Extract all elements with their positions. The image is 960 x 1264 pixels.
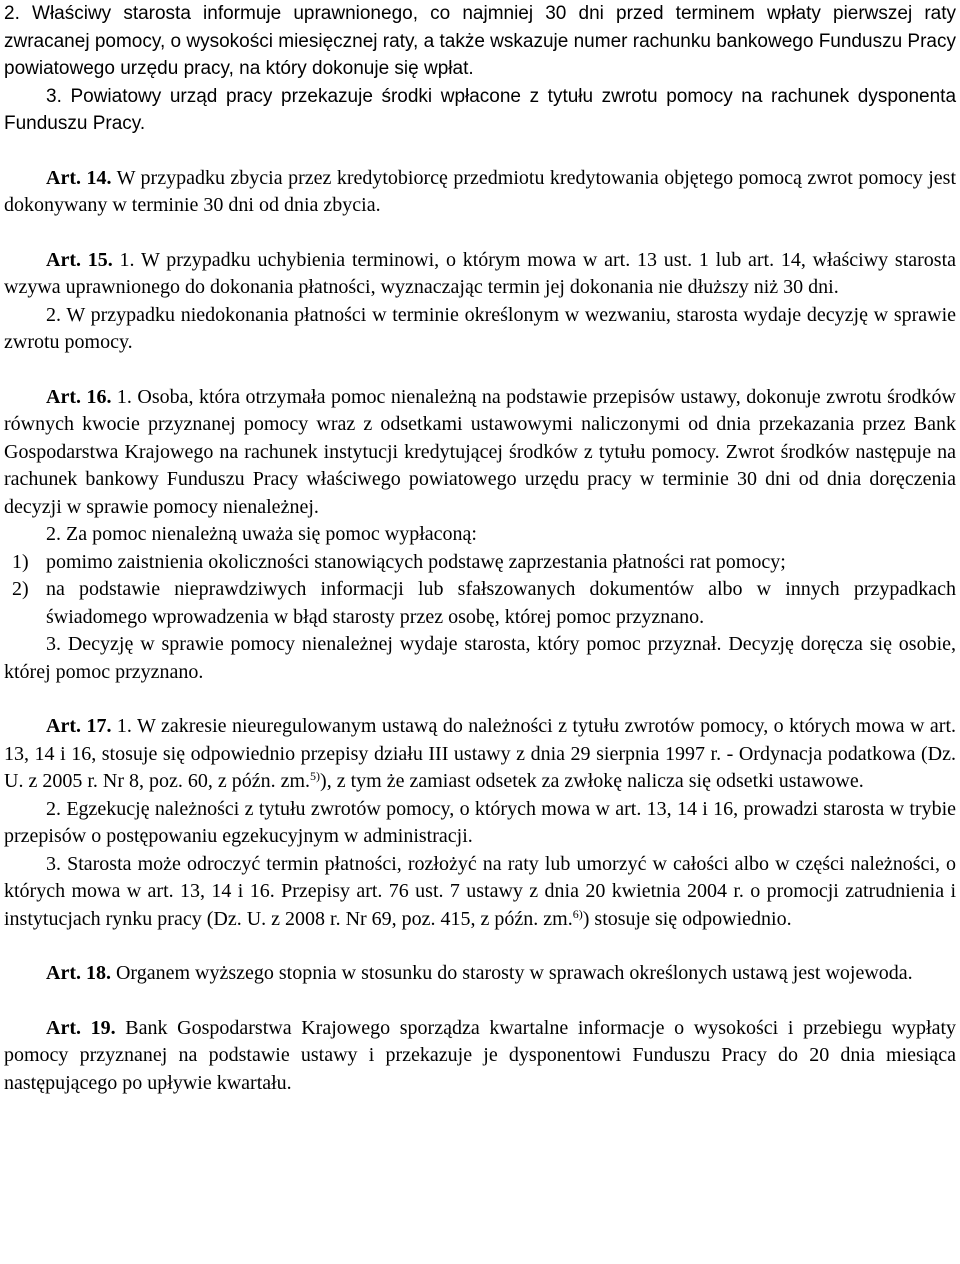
article-label: Art. 17. (46, 715, 112, 737)
article-16-ust-3 (4, 631, 956, 686)
article-label: Art. 15. (46, 248, 113, 271)
article-16-ust-2 (4, 521, 956, 549)
list-item-number: 2) (12, 578, 29, 600)
article-text: W przypadku uchybienia terminowi, o którym mowa w art. 13 ust. 1 lub art. 14, właściwy starosta wzywa uprawnionego do dokonania płatności, wyznaczając termin jej dokonania nie dłuższy niż 30 dni. (4, 248, 957, 298)
article-label: Art. 19. (46, 1016, 116, 1039)
paragraph-number: 3. (46, 633, 61, 655)
footnote-reference: 5) (310, 769, 321, 783)
article-15-ust-1 (4, 247, 956, 302)
article-label: Art. 14. (46, 166, 112, 189)
list-item (4, 576, 956, 631)
paragraph-number: 3. (46, 85, 62, 107)
article-text: Bank Gospodarstwa Krajowego sporządza kwartalne informacje o wysokości i przebiegu wypłaty pomocy przyznanej na podstawie ustawy i przekazuje je dysponentowi Funduszu Pracy do 20 dnia miesiąca następującego po upływie kwartału. (4, 1016, 957, 1094)
article-14 (4, 165, 956, 220)
article-text: Starosta może odroczyć termin płatności, rozłożyć na raty lub umorzyć w całości albo w części należności, o których mowa w art. 13, 14 i 16. Przepisy art. 76 ust. 7 ustawy z dnia 20 kwietnia 2004 r. o promocji zatrudnienia i instytucjach rynku pracy (Dz. U. z 2008 r. Nr 69, poz. 415, z późn. zm. (4, 852, 957, 930)
article-text: Egzekucję należności z tytułu zwrotów pomocy, o których mowa w art. 13, 14 i 16, prowadzi starosta w trybie przepisów o postępowaniu egzekucyjnym w administracji. (4, 797, 957, 847)
article-text: Decyzję w sprawie pomocy nienależnej wydaje starosta, który pomoc przyznał. Decyzję doręcza się osobie, której pomoc przyznano. (4, 633, 957, 683)
list-item (4, 549, 956, 577)
article-label: Art. 18. (46, 962, 111, 984)
article-18 (4, 960, 956, 988)
article-17-ust-3 (4, 851, 956, 934)
article-15-ust-2 (4, 302, 956, 357)
article-text: Osoba, która otrzymała pomoc nienależną na podstawie przepisów ustawy, dokonuje zwrotu środków równych kwocie przyznanej pomocy wraz z odsetkami ustawowymi naliczonymi od dnia przekazania przez Bank Gospodarstwa Krajowego na rachunek instytucji kredytującej środków z tytułu pomocy. Zwrot środków następuje na rachunek bankowy Funduszu Pracy właściwego powiatowego urzędu pracy w terminie 30 dni od dnia doręczenia decyzji w sprawie pomocy nienależnej. (4, 385, 956, 518)
article-text: W przypadku zbycia przez kredytobiorcę przedmiotu kredytowania objętego pomocą zwrot pomocy jest dokonywany w terminie 30 dni od dnia zbycia. (4, 166, 957, 216)
article-text-continued: ) stosuje się odpowiednio. (582, 907, 792, 930)
list-item-text: na podstawie nieprawdziwych informacji lub sfałszowanych dokumentów albo w innych przypadkach świadomego wprowadzenia w błąd starosty przez osobę, której pomoc przyznano. (46, 578, 956, 628)
article-19 (4, 1015, 956, 1098)
paragraph-number: 2. (46, 797, 61, 820)
paragraph-number: 1. (116, 385, 132, 408)
article-text: W przypadku niedokonania płatności w terminie określonym w wezwaniu, starosta wydaje decyzję w sprawie zwrotu pomocy. (4, 303, 957, 353)
article-text: W zakresie nieuregulowanym ustawą do należności z tytułu zwrotów pomocy, o których mowa w art. 13, 14 i 16, stosuje się odpowiednio przepisy działu III ustawy z dnia 29 sierpnia 1997 r. - Ordynacja podatkowa (Dz. U. z 2005 r. Nr 8, poz. 60, z późn. zm. (4, 715, 957, 792)
paragraph-number: 1. (119, 248, 135, 271)
paragraph-number: 1. (116, 715, 132, 737)
article-text: Organem wyższego stopnia w stosunku do starosty w sprawach określonych ustawą jest wojewoda. (115, 962, 913, 984)
paragraph-text: Powiatowy urząd pracy przekazuje środki wpłacone z tytułu zwrotu pomocy na rachunek dysponenta Funduszu Pracy. (4, 85, 957, 134)
article-17-ust-2 (4, 796, 956, 851)
paragraph-number: 3. (46, 852, 61, 875)
article-text: Za pomoc nienależną uważa się pomoc wypłaconą: (66, 523, 477, 545)
article-16-ust-1 (4, 384, 956, 522)
article-text-continued: ), z tym że zamiast odsetek za zwłokę nalicza się odsetki ustawowe. (320, 770, 864, 792)
paragraph-number: 2. (4, 3, 20, 24)
footnote-reference: 6) (572, 906, 583, 921)
article-17-ust-1 (4, 713, 956, 796)
list-item-text: pomimo zaistnienia okoliczności stanowiących podstawę zaprzestania płatności rat pomocy; (46, 550, 786, 573)
paragraph-text: Właściwy starosta informuje uprawnionego, co najmniej 30 dni przed terminem wpłaty pierwszej raty zwracanej pomocy, o wysokości miesięcznej raty, a także wskazuje numer rachunku bankowego Funduszu Pracy powiatowego urzędu pracy, na który dokonuje się wpłat. (4, 3, 957, 79)
paragraph-number: 2. (46, 303, 61, 326)
article-label: Art. 16. (46, 385, 112, 408)
paragraph-ust-2 (4, 0, 956, 83)
paragraph-number: 2. (46, 523, 61, 545)
paragraph-ust-3 (4, 83, 956, 138)
list-item-number: 1) (12, 550, 29, 573)
